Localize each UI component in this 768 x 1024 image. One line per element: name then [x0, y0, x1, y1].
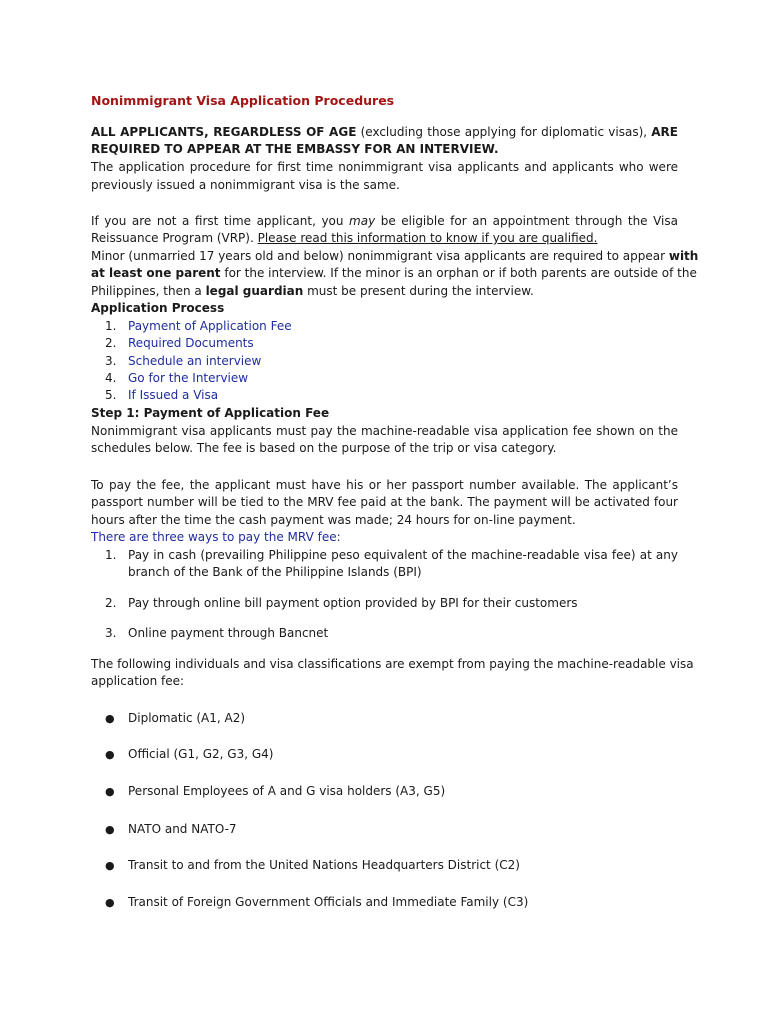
exempt-item-text: Diplomatic (A1, A2) — [128, 711, 246, 725]
process-item-number: 3. — [105, 354, 117, 368]
payment-way-text: Pay through online bill payment option provided by BPI for their customers — [128, 596, 578, 610]
exempt-line-2: application fee: — [91, 674, 185, 688]
vrp-line-2 — [91, 230, 678, 247]
minor-parent-text: at least one parent — [91, 266, 221, 280]
payment-way-line-1: Pay in cash (prevailing Philippine peso equivalent of the machine-readable visa fee) at any — [128, 548, 678, 562]
payment-way-number: 1. — [105, 548, 117, 562]
exempt-line-1: The following individuals and visa classifications are exempt from paying the machine-readable visa — [91, 657, 694, 671]
all-applicants-text: ALL APPLICANTS, REGARDLESS OF AGE — [91, 125, 357, 139]
payment-way-text — [128, 547, 678, 581]
minor-with-text: with — [668, 249, 699, 263]
step1-para2-line-3: hours after the time the cash payment was made; 24 hours for on-line payment. — [91, 513, 576, 527]
same-procedure-line-1: The application procedure for first time nonimmigrant visa applicants and applicants who were — [91, 160, 678, 174]
bullet-icon: ● — [105, 823, 115, 836]
vrp-line-1 — [91, 213, 678, 230]
vrp-text-a: If you are not a first time applicant, you — [91, 214, 350, 228]
bullet-icon: ● — [105, 748, 115, 761]
vrp-info-link[interactable]: Please read this information to know if you are qualified. — [257, 231, 598, 245]
intro-line-2: REQUIRED TO APPEAR AT THE EMBASSY FOR AN INTERVIEW. — [91, 142, 499, 156]
exempt-item-text: Transit of Foreign Government Officials and Immediate Family (C3) — [128, 895, 529, 909]
process-item-number: 1. — [105, 319, 117, 333]
are-text: ARE — [651, 125, 678, 139]
bullet-icon: ● — [105, 896, 115, 909]
step1-heading: Step 1: Payment of Application Fee — [91, 406, 330, 420]
step1-para2-line-1: To pay the fee, the applicant must have his or her passport number available. The applicant’s — [91, 478, 678, 492]
minor-text-c: Philippines, then a — [91, 284, 206, 298]
exempt-item-text: Transit to and from the United Nations Headquarters District (C2) — [128, 858, 520, 872]
intro-line-1 — [91, 124, 678, 141]
exempt-item-text: Personal Employees of A and G visa holders (A3, G5) — [128, 784, 446, 798]
bullet-icon: ● — [105, 785, 115, 798]
exclusion-text: (excluding those applying for diplomatic visas), — [356, 125, 652, 139]
minor-text-a: Minor (unmarried 17 years old and below) nonimmigrant visa applicants are required to appear — [91, 249, 669, 263]
payment-way-number: 3. — [105, 626, 117, 640]
minor-line-1 — [91, 248, 699, 265]
required-documents-link[interactable]: Required Documents — [128, 336, 254, 350]
minor-text-b: for the interview. If the minor is an orphan or if both parents are outside of the — [220, 266, 697, 280]
bullet-icon: ● — [105, 712, 115, 725]
schedule-interview-link[interactable]: Schedule an interview — [128, 354, 262, 368]
minor-line-2 — [91, 265, 697, 282]
bullet-icon: ● — [105, 859, 115, 872]
payment-way-text: Online payment through Bancnet — [128, 626, 329, 640]
payment-ways-link[interactable]: There are three ways to pay the MRV fee: — [91, 530, 341, 544]
payment-way-line-2: branch of the Bank of the Philippine Islands (BPI) — [128, 565, 422, 579]
exempt-item-text: NATO and NATO-7 — [128, 822, 237, 836]
process-item-number: 4. — [105, 371, 117, 385]
step1-para1-line-2: schedules below. The fee is based on the purpose of the trip or visa category. — [91, 441, 557, 455]
if-issued-visa-link[interactable]: If Issued a Visa — [128, 388, 219, 402]
minor-guardian-text: legal guardian — [205, 284, 304, 298]
vrp-may-text: may — [349, 214, 376, 228]
process-heading: Application Process — [91, 301, 225, 315]
exempt-item-text: Official (G1, G2, G3, G4) — [128, 747, 274, 761]
minor-line-3 — [91, 283, 678, 300]
vrp-text-b: be eligible for an appointment through the Visa — [375, 214, 678, 228]
payment-fee-link[interactable]: Payment of Application Fee — [128, 319, 292, 333]
go-for-interview-link[interactable]: Go for the Interview — [128, 371, 249, 385]
minor-text-d: must be present during the interview. — [303, 284, 534, 298]
payment-way-item — [91, 547, 678, 583]
process-item-number: 5. — [105, 388, 117, 402]
same-procedure-line-2: previously issued a nonimmigrant visa is the same. — [91, 178, 400, 192]
page-title: Nonimmigrant Visa Application Procedures — [91, 93, 395, 108]
step1-para1-line-1: Nonimmigrant visa applicants must pay the machine-readable visa application fee shown on the — [91, 424, 678, 438]
payment-way-number: 2. — [105, 596, 117, 610]
step1-para2-line-2: passport number will be tied to the MRV fee paid at the bank. The payment will be activated four — [91, 495, 678, 509]
vrp-text-c: Reissuance Program (VRP). — [91, 231, 258, 245]
process-item-number: 2. — [105, 336, 117, 350]
